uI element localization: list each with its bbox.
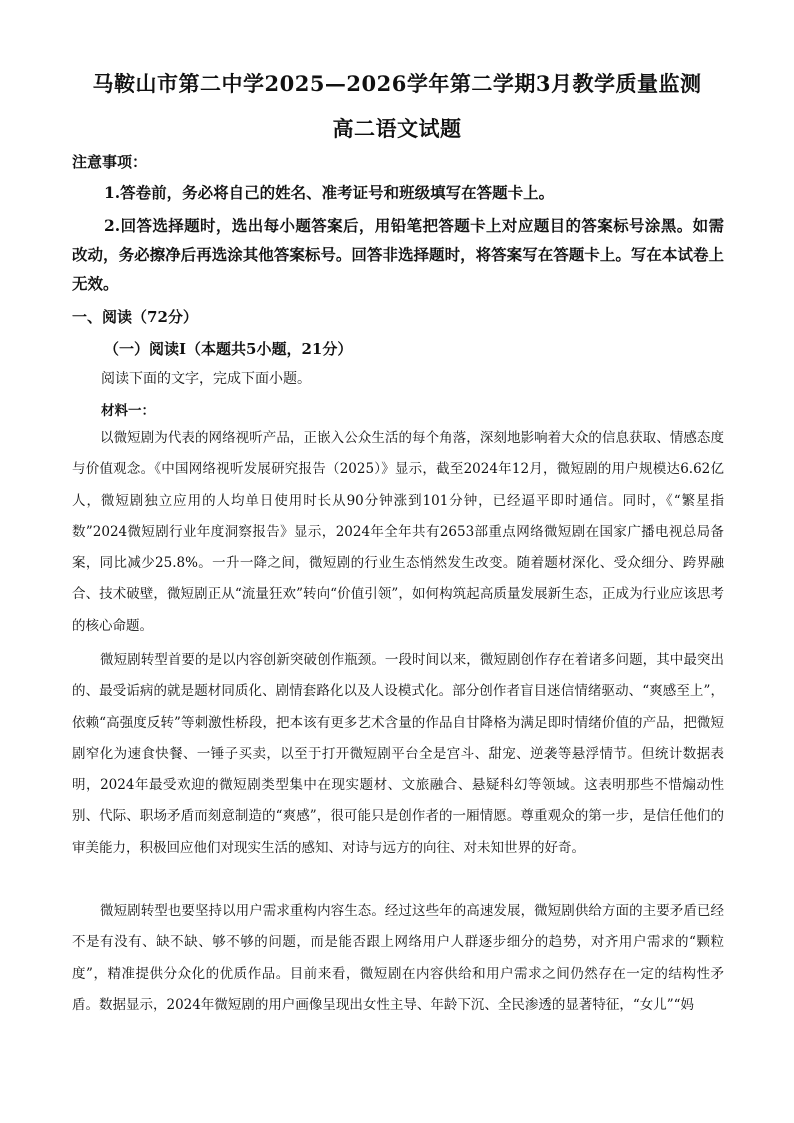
- section-heading: 一、阅读（72分）: [72, 308, 198, 326]
- reading-instruction: 阅读下面的文字，完成下面小题。: [101, 371, 311, 387]
- subsection-heading: （一）阅读Ⅰ（本题共5小题，21分）: [104, 340, 353, 358]
- passage-paragraph-3: 微短剧转型也要坚持以用户需求重构内容生态。经过这些年的高速发展，微短剧供给方面的主要矛盾已经不是有没有、缺不缺、够不够的问题，而是能否跟上网络用户人群逐步细分的趋势，对齐用户需求的“颗粒度”，精准提供分众化的优质作品。目前来看，微短剧在内容供给和用户需求之间仍然存在一定的结构性矛盾。数据显示，2024年微短剧的用户画像呈现出女性主导、年龄下沉、全民渗透的显著特征，“女儿”“妈: [72, 903, 724, 1013]
- note-item-1: 1.答卷前，务必将自己的姓名、准考证号和班级填写在答题卡上。: [104, 183, 555, 202]
- exam-title: 马鞍山市第二中学2025—2026学年第二学期3月教学质量监测: [92, 71, 702, 96]
- notes-heading: 注意事项：: [72, 153, 148, 171]
- note-item-2: 2.回答选择题时，选出每小题答案后，用铅笔把答题卡上对应题目的答案标号涂黑。如需改动，务必擦净后再选涂其他答案标号。回答非选择题时，将答案写在答题卡上。写在本试卷上无效。: [72, 216, 724, 293]
- passage-paragraph-2: 微短剧转型首要的是以内容创新突破创作瓶颈。一段时间以来，微短剧创作存在着诸多问题，其中最突出的、最受诟病的就是题材同质化、剧情套路化以及人设模式化。部分创作者盲目迷信情绪驱动、“爽感至上”，依赖“高强度反转”等刺激性桥段，把本该有更多艺术含量的作品自甘降格为满足即时情绪价值的产品，把微短剧窄化为速食快餐、一锤子买卖，以至于打开微短剧平台全是宫斗、甜宠、逆袭等悬浮情节。但统计数据表明，2024年最受欢迎的微短剧类型集中在现实题材、文旅融合、悬疑科幻等领域。这表明那些不惜煽动性别、代际、职场矛盾而刻意制造的“爽感”，很可能只是创作者的一厢情愿。尊重观众的第一步，是信任他们的审美能力，积极回应他们对现实生活的感知、对诗与远方的向往、对未知世界的好奇。: [72, 652, 724, 856]
- exam-subject-title: 高二语文试题: [332, 116, 462, 141]
- material-label: 材料一：: [101, 403, 155, 419]
- passage-paragraph-1: 以微短剧为代表的网络视听产品，正嵌入公众生活的每个角落，深刻地影响着大众的信息获取、情感态度与价值观念。《中国网络视听发展研究报告（2025）》显示，截至2024年12月，微短剧的用户规模达6.62亿人，微短剧独立应用的人均单日使用时长从90分钟涨到101分钟，已经逼平即时通信。同时，《“繁星指数”2024微短剧行业年度洞察报告》显示，2024年全年共有2653部重点网络微短剧在国家广播电视总局备案，同比减少25.8%。一升一降之间，微短剧的行业生态悄然发生改变。随着题材深化、受众细分、跨界融合、技术破壁，微短剧正从“流量狂欢”转向“价值引领”，如何构筑起高质量发展新生态，正成为行业应该思考的核心命题。: [72, 430, 724, 634]
